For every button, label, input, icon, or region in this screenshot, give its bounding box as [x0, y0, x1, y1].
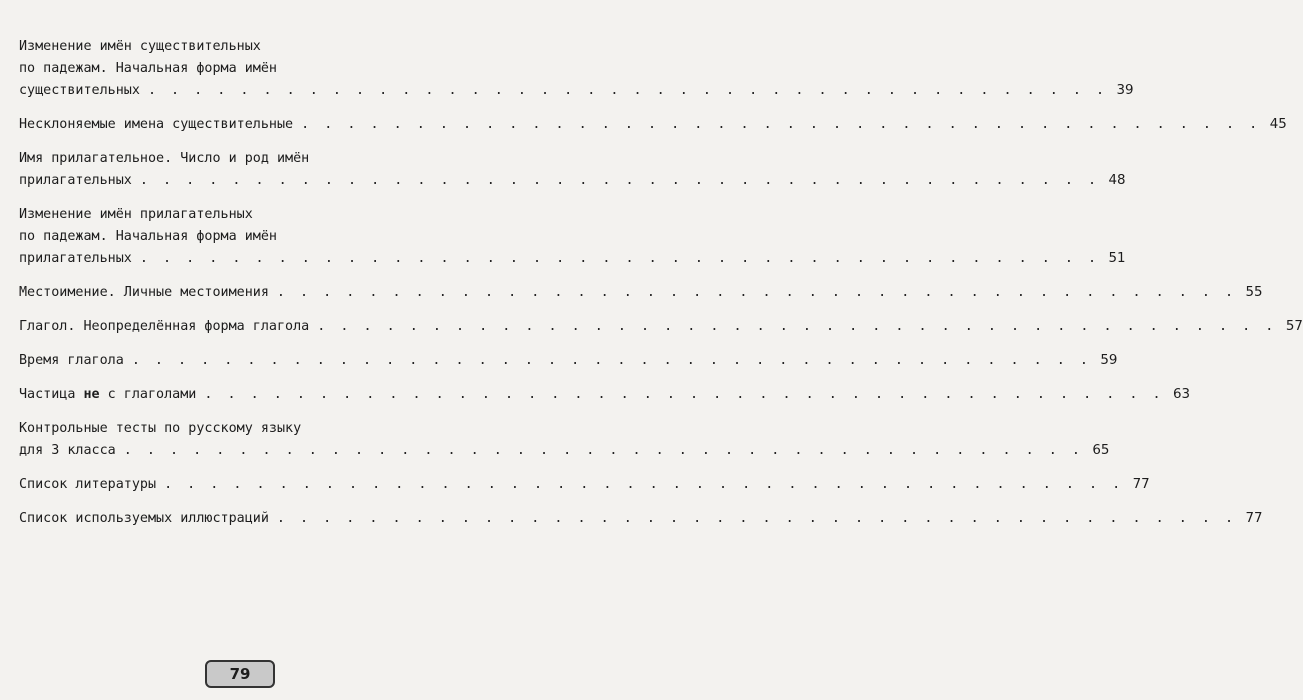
leader-dots: . . . . . . . . . . . . . . . . . . . . . . . . . . . . . . . . . . . . . . . . . . [164, 477, 1124, 492]
toc-entry-page: 57 [1285, 319, 1303, 334]
toc-entry-line: Изменение имён прилагательных [19, 207, 253, 222]
toc-entry-title: Список используемых иллюстраций [19, 511, 269, 526]
leader-dots: . . . . . . . . . . . . . . . . . . . . . . . . . . . . . . . . . . . . . . . . . . [301, 117, 1261, 132]
leader-dots: . . . . . . . . . . . . . . . . . . . . . . . . . . . . . . . . . . . . . . . . . . [204, 387, 1165, 402]
toc-entry-title: Список литературы [19, 477, 157, 492]
toc-entry [19, 384, 1191, 406]
toc-entry-title: Глагол. Неопределённая форма глагола [19, 319, 310, 334]
toc-entry-page: 77 [1132, 477, 1150, 492]
toc-entry-page: 63 [1172, 387, 1191, 402]
toc-entry-page: 59 [1100, 353, 1118, 368]
toc-entry-page: 39 [1116, 83, 1134, 98]
toc-entry [19, 282, 1263, 304]
toc-entry-page: 51 [1108, 251, 1126, 266]
toc-entry-title-prefix: Частица [19, 387, 84, 402]
toc-entry [19, 350, 1118, 372]
toc-entry [19, 114, 1287, 136]
leader-dots: . . . . . . . . . . . . . . . . . . . . . . . . . . . . . . . . . . . . . . . . . . [139, 251, 1100, 266]
leader-dots: . . . . . . . . . . . . . . . . . . . . . . . . . . . . . . . . . . . . . . . . . . [147, 83, 1108, 98]
toc-entry-page: 65 [1092, 443, 1110, 458]
toc-entry-title: Время глагола [19, 353, 124, 368]
toc-entry-title: прилагательных [19, 251, 132, 266]
toc-entry-line: Контрольные тесты по русскому языку [19, 421, 302, 436]
toc-entry-page: 55 [1245, 285, 1263, 300]
toc-entry [19, 474, 1150, 496]
toc-entry-title: для 3 класса [19, 443, 116, 458]
toc-entry-title [19, 384, 196, 406]
toc-entry-title: существительных [19, 83, 140, 98]
leader-dots: . . . . . . . . . . . . . . . . . . . . . . . . . . . . . . . . . . . . . . . . . . [276, 285, 1237, 300]
toc-entry [19, 148, 1126, 192]
toc-entry-page: 45 [1269, 117, 1287, 132]
toc-entry [19, 204, 1126, 270]
toc-entry-title-suffix: с глаголами [99, 387, 197, 402]
page-number: 79 [229, 665, 251, 683]
leader-dots: . . . . . . . . . . . . . . . . . . . . . . . . . . . . . . . . . . . . . . . . . . [317, 319, 1277, 334]
toc-entry-page: 48 [1108, 173, 1126, 188]
toc-entry-line: Изменение имён существительных [19, 39, 261, 54]
leader-dots: . . . . . . . . . . . . . . . . . . . . . . . . . . . . . . . . . . . . . . . . . . [276, 511, 1237, 526]
page-number-badge [205, 660, 275, 688]
table-of-contents [19, 36, 1303, 542]
leader-dots: . . . . . . . . . . . . . . . . . . . . . . . . . . . . . . . . . . . . . . . . . . [131, 353, 1092, 368]
toc-entry-line: Имя прилагательное. Число и род имён [19, 151, 310, 166]
leader-dots: . . . . . . . . . . . . . . . . . . . . . . . . . . . . . . . . . . . . . . . . . . [123, 443, 1084, 458]
toc-entry-title: Местоимение. Личные местоимения [19, 285, 269, 300]
toc-entry-title-bold: не [83, 387, 100, 402]
toc-entry [19, 36, 1134, 102]
leader-dots: . . . . . . . . . . . . . . . . . . . . . . . . . . . . . . . . . . . . . . . . . . [139, 173, 1100, 188]
toc-entry [19, 316, 1303, 338]
toc-entry-title: Несклоняемые имена существительные [19, 117, 294, 132]
toc-entry-title: прилагательных [19, 173, 132, 188]
toc-entry [19, 418, 1110, 462]
toc-entry [19, 508, 1263, 530]
toc-entry-page: 77 [1245, 511, 1263, 526]
toc-entry-line: по падежам. Начальная форма имён [19, 229, 277, 244]
toc-entry-line: по падежам. Начальная форма имён [19, 61, 277, 76]
